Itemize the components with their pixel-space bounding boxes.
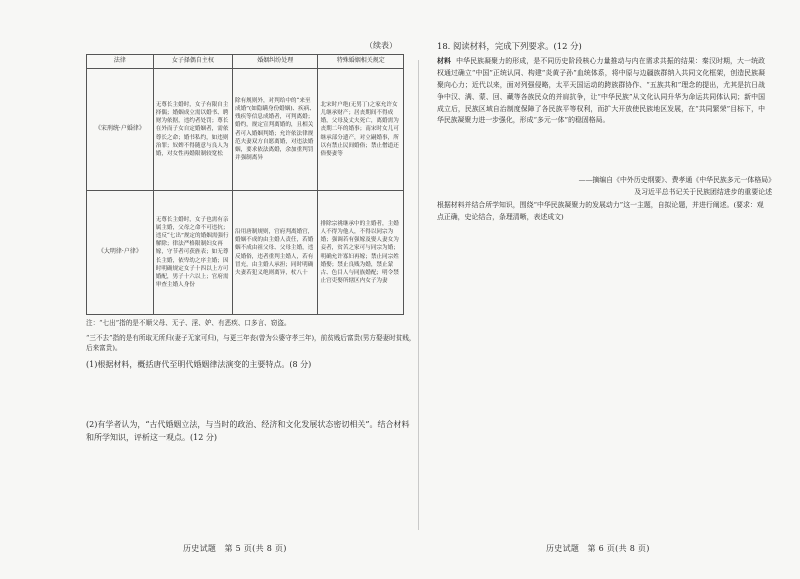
table-cell: 无尊长主婚时，女子也需有亲属主婚，父母之命不可违抗；违反“七出”规定的婚姻需强行解除；律法严格限制妇女再嫁，守节者可获旌表；如无尊长主婚，依卑幼之序主婚；因时明确规定女子十四以上方可婚配，男子十六以上；官府需审查主婚人身份 — [153, 191, 232, 315]
header-law: 法律 — [87, 55, 154, 69]
material-source-line1: ——摘编自《中外历史纲要》、费孝通《中华民族多元一体格局》 — [578, 176, 775, 184]
header-special: 特殊婚姻相关规定 — [318, 55, 404, 69]
header-mate-choice: 女子择偶自主权 — [153, 55, 232, 69]
table-cell: 沿用唐制规则，官府判离婚官，婚姻不成的由主婚人责任，若婚姻不成由祖父母、父母主婚，违反婚俗，违者重判主婚人，若有冒充，由主婚人承担；同时明确夫妻若犯义绝则离异，杖八十 — [232, 191, 318, 315]
continued-label: （续表） — [365, 41, 397, 50]
header-dispute: 婚姻纠纷处理 — [232, 55, 318, 69]
table-cell: 除有规则外，对判给中的“来至成婚”(如隐瞒身份婚姻)、疾病、残疾等信息成婚者，可判离婚；婚约，规定宣判离婚的，且相关者可入婚姻判婚；允许依法律规范夫妻双方自愿离婚，对违法婚姻，要求依法离婚，余加重判罚并强制离异 — [232, 69, 318, 191]
page-footer-right: 历史试题 第 6 页(共 8 页) — [546, 544, 650, 553]
table-row — [87, 191, 404, 315]
table-cell: 北宋时户绝(无男丁)之家允许女儿继承财产；居丧期间不得成婚，父母及丈夫死亡，离婚需为丧期二年的婚事；南宋时女儿可继承部分遗产，对立嗣婚事，所以有禁止民间婚俗；禁止僧道还俗娶妻等 — [318, 69, 404, 191]
page-footer-left: 历史试题 第 5 页(共 8 页) — [183, 544, 287, 553]
material-label: 材料 — [437, 57, 452, 65]
question-1: (1)根据材料，概括唐代至明代婚姻律法演变的主要特点。(8 分) — [86, 360, 312, 369]
law-name: 《大明律·户律》 — [87, 191, 154, 315]
material-paragraph — [437, 56, 765, 127]
table-note-three-not-leave: “三不去”指的是有所取无所归(妻子无家可归)，与更三年丧(曾为公婆守孝三年)，前贫贱后富贵(男方娶妻时贫贱，后来富贵)。 — [86, 334, 416, 353]
material-source-line2: 及习近平总书记关于民族团结进步的重要论述 — [634, 188, 772, 196]
table-cell: 无尊长主婚时，女子有限自主择偶；婚姻成立需以婚书、聘财为依据，违约者处罚；尊长在外而子女自定婚姻者，需依尊长之命；婚书私约，如违则治罪；奴婢不得随意与良人为婚，对女性再婚限制较宽松 — [153, 69, 232, 191]
table-row — [87, 69, 404, 191]
table-note-seven-outs: 注：“七出”指的是不顺父母、无子、淫、妒、有恶疾、口多言、窃盗。 — [86, 319, 291, 327]
law-name: 《宋刑统·户婚律》 — [87, 69, 154, 191]
marriage-law-table — [86, 54, 404, 315]
question-18-task: 根据材料并结合所学知识，围绕“中华民族凝聚力的发展动力”这一主题，自拟论题，并进行阐述。(要求：观点正确，史论结合，条理清晰，表述成文) — [437, 201, 764, 222]
material-text: 中华民族凝聚力的形成，是不同历史阶段核心力量推动与内在需求共振的结果：秦汉时期，大一统政权通过确立“中国”正统认同、构建“炎黄子孙”血统体系，将中原与边疆族群纳入共同文化框架，创造民族凝聚向心力；近代以来，面对列强侵略，太平天国运动的跨族群协作、“五族共和”理念的提出，尤其是抗日战争中汉、满、蒙、回、藏等各族民众的并肩抗争，让“中华民族”从文化认同升华为命运共同体认同；新中国成立后，民族区域自治制度保障了各民族平等权利，而扩大开放使民族地区发展，在“共同繁荣”目标下，中华民族凝聚力进一步强化，形成“多元一体”的稳固格局。 — [437, 57, 766, 125]
page-fold-divider — [418, 60, 419, 530]
question-2: (2)有学者认为，“古代婚姻立法，与当时的政治、经济和文化发展状态密切相关”。结合材料和所学知识，评析这一观点。(12 分) — [86, 420, 410, 443]
table-cell: 排除宗祧继承中的主婚者，主婚人不得为他人，不得以同宗为婚；强调若有强嫁及娶人妻女为妾者，贫苦之家可与同宗为婚；明确允许寡妇再嫁；禁止同宗姓婚娶；禁止良贱为婚，禁止蒙古、色目人与同族婚配；明令禁止官吏娶所辖区内女子为妻 — [318, 191, 404, 315]
table-header-row — [87, 55, 404, 69]
question-18-heading: 18. 阅读材料，完成下列要求。(12 分) — [437, 41, 582, 51]
